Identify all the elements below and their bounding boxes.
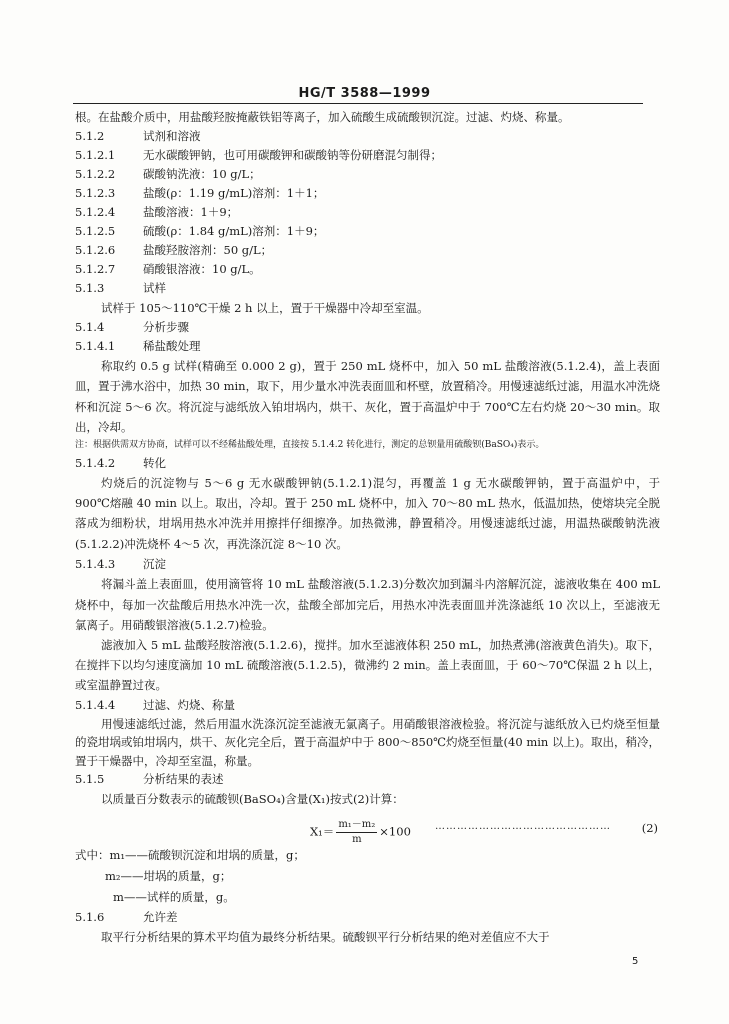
formula-2 [75, 809, 660, 845]
section-heading: 5.1.4 分析步骤 [75, 320, 189, 335]
paragraph-5143b: 滤液加入 5 mL 盐酸羟胺溶液(5.1.2.6)，搅拌。加水至滤液体积 250 mL，加热煮沸(溶液黄色消失)。取下，在搅拌下以均匀速度滴加 10 mL 硫酸溶液(5.1.2.5)，微沸约 2 min。盖上表面皿，于 60～70℃保温 2 h 以上，或室温静置过夜。 [75, 638, 660, 693]
equation-number: (2) [641, 821, 658, 836]
reagent-item: 5.1.2.4 盐酸溶液：1＋9； [75, 205, 239, 219]
formula-expression: X₁＝ $\frac{\text{m₁－m₂}}{m}$ ×100 [310, 819, 411, 846]
header-rule [73, 103, 643, 104]
formula-numerator: m₁－m₂ [336, 818, 377, 833]
paragraph-5143a: 将漏斗盖上表面皿，使用滴管将 10 mL 盐酸溶液(5.1.2.3)分数次加到漏斗内溶解沉淀，滤液收集在 400 mL 烧杯中，每加一次盐酸后用热水冲洗一次，盐酸全部加完后，用热水冲洗表面皿并洗涤滤纸 10 次以上，至滤液无氯离子。用硝酸银溶液(5.1.2.7)检验。 [75, 577, 660, 632]
formula-denominator: m [352, 834, 362, 846]
leader-dots: ………………………………………… [435, 821, 611, 833]
document-body [75, 108, 660, 948]
paragraph-516: 取平行分析结果的算术平均值为最终分析结果。硫酸钡平行分析结果的绝对差值应不大于 [101, 930, 550, 945]
note: 注：根据供需双方协商，试样可以不经稀盐酸处理，直接按 5.1.4.2 转化进行，测定的总钡量用硫酸钡(BaSO₄)表示。 [75, 440, 545, 451]
intro-line: 根。在盐酸介质中，用盐酸羟胺掩蔽铁铝等离子，加入硫酸生成硫酸钡沉淀。过滤、灼烧、称量。 [75, 110, 570, 124]
reagent-item: 5.1.2.2 碳酸钠洗液：10 g/L； [75, 167, 261, 181]
where-line: m₂——坩埚的质量，g； [105, 869, 232, 884]
page-number: 5 [632, 956, 639, 967]
where-line: 式中：m₁——硫酸钡沉淀和坩埚的质量，g； [75, 848, 305, 863]
paragraph-5141: 称取约 0.5 g 试样(精确至 0.000 2 g)，置于 250 mL 烧杯中，加入 50 mL 盐酸溶液(5.1.2.4)，盖上表面皿，置于沸水浴中，加热 30 min，取下，用少量水冲洗表面皿和杯壁，放置稍冷。用慢速滤纸过滤，用温水冲洗烧杯和沉淀 5～6 次。将沉淀与滤纸放入铂坩埚内，烘干、灰化，置于高温炉中于 700℃左右灼烧 20～30 min。取出，冷却。 [75, 359, 660, 434]
paragraph-5142: 灼烧后的沉淀物与 5～6 g 无水碳酸钾钠(5.1.2.1)混匀，再覆盖 1 g 无水碳酸钾钠，置于高温炉中，于 900℃熔融 40 min 以上。取出，冷却。置于 250 mL 烧杯中，加入 70～80 mL 热水，低温加热，使熔块完全脱落成为细粉状，坩埚用热水冲洗并用擦拌仔细擦净。加热微沸，静置稍冷。用慢速滤纸过滤，用温热碳酸钠洗液(5.1.2.2)冲洗烧杯 4～5 次，再洗涤沉淀 8～10 次。 [75, 476, 660, 551]
subsection-heading: 5.1.4.4 过滤、灼烧、称量 [75, 697, 235, 712]
section-heading: 5.1.6 允许差 [75, 910, 178, 925]
sample-paragraph: 试样于 105～110℃干燥 2 h 以上，置于干燥器中冷却至室温。 [101, 301, 429, 315]
reagent-item: 5.1.2.7 硝酸银溶液：10 g/L。 [75, 262, 261, 276]
section-heading: 5.1.3 试样 [75, 281, 166, 295]
section-heading: 5.1.2 试剂和溶液 [75, 129, 201, 143]
reagent-item: 5.1.2.6 盐酸羟胺溶剂：50 g/L； [75, 243, 273, 257]
subsection-heading: 5.1.4.1 稀盐酸处理 [75, 339, 201, 354]
section-heading: 5.1.5 分析结果的表述 [75, 772, 224, 787]
standard-header: HG/T 3588—1999 [298, 86, 431, 101]
where-line: m——试样的质量，g。 [113, 890, 235, 905]
subsection-heading: 5.1.4.2 转化 [75, 456, 166, 471]
reagent-item: 5.1.2.5 硫酸(ρ：1.84 g/mL)溶剂：1＋9； [75, 224, 325, 238]
subsection-heading: 5.1.4.3 沉淀 [75, 556, 166, 571]
reagent-item: 5.1.2.1 无水碳酸钾钠，也可用碳酸钾和碳酸钠等份研磨混匀制得； [75, 148, 442, 162]
paragraph-515: 以质量百分数表示的硫酸钡(BaSO₄)含量(X₁)按式(2)计算： [101, 792, 404, 807]
paragraph-5144: 用慢速滤纸过滤，然后用温水洗涤沉淀至滤液无氯离子。用硝酸银溶液检验。将沉淀与滤纸放入已灼烧至恒量的瓷坩埚或铂坩埚内，烘干、灰化完全后，置于高温炉中于 800～850℃灼烧至恒量(40 min 以上)。取出，稍冷，置于干燥器中，冷却至室温，称量。 [75, 716, 660, 768]
reagent-item: 5.1.2.3 盐酸(ρ：1.19 g/mL)溶剂：1＋1； [75, 186, 325, 200]
